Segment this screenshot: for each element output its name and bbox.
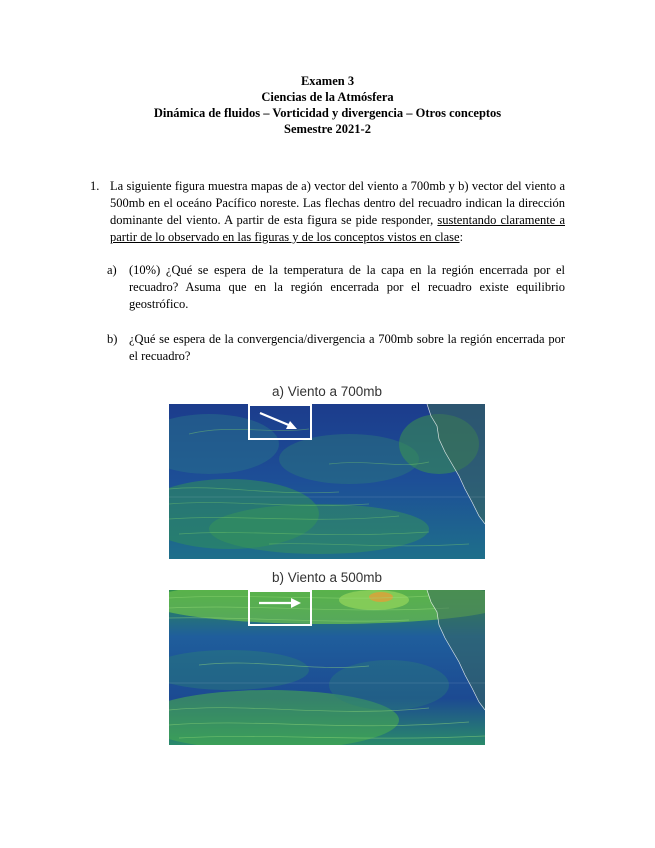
wind-map-700mb — [169, 404, 485, 559]
wind-map-500mb — [169, 590, 485, 745]
subquestion-text: (10%) ¿Qué se espera de la temperatura de la capa en la región encerrada por el recuadro? Asuma que en la región encerrada por el recuadro existe equilibrio geostrófico. — [129, 263, 565, 311]
question-underlined: sustentando claramente a partir de lo observado en las figuras y de los conceptos vistos en clase — [110, 213, 565, 244]
question-text — [110, 178, 565, 246]
exam-topics: Dinámica de fluidos – Vorticidad y divergencia – Otros conceptos — [153, 106, 502, 120]
subquestion-text: ¿Qué se espera de la convergencia/divergencia a 700mb sobre la región encerrada por el recuadro? — [129, 332, 565, 363]
semester: Semestre 2021-2 — [284, 122, 371, 136]
figure-a-title: a) Viento a 700mb — [271, 384, 383, 399]
figure-b-title: b) Viento a 500mb — [271, 570, 383, 585]
subquestion-label: b) — [107, 332, 118, 346]
question-intro: La siguiente figura muestra mapas de a) vector del viento a 700mb y b) vector del viento a 500mb en el oceáno Pacífico noreste. Las flechas dentro del recuadro indican la dirección dominante del viento. A partir de esta figura se pide responder, — [110, 179, 565, 227]
exam-title: Examen 3 — [300, 74, 355, 88]
exam-header — [0, 73, 655, 137]
question-end: : — [459, 230, 464, 244]
course-name: Ciencias de la Atmósfera — [261, 90, 394, 104]
question-number: 1. — [90, 179, 100, 193]
subquestion-label: a) — [107, 263, 117, 277]
